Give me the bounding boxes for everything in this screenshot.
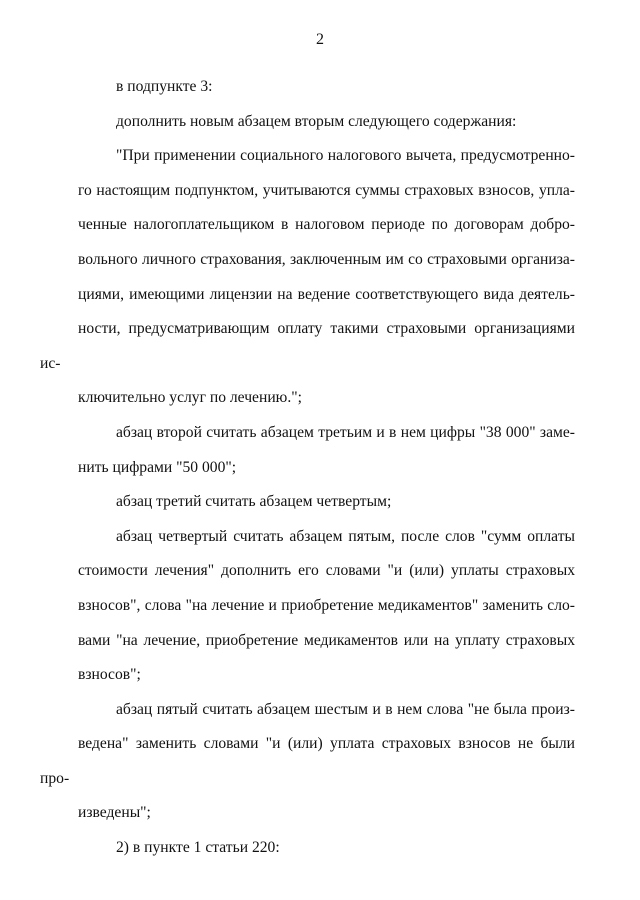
- text-line: го настоящим подпунктом, учитываются суммы страховых взносов, упла-: [78, 181, 575, 199]
- text-line: 2) в пункте 1 статьи 220:: [116, 839, 280, 857]
- paragraph-subclause-3: [78, 70, 575, 105]
- text-line: нить цифрами "50 000";: [78, 458, 237, 476]
- text-line: в подпункте 3:: [116, 78, 213, 95]
- text-line: циями, имеющими лицензии на ведение соответствующего вида деятель-: [78, 285, 575, 303]
- text-line: стоимости лечения" дополнить его словами "и (или) уплаты страховых: [78, 562, 575, 580]
- text-line: вами "на лечение, приобретение медикаментов или на уплату страховых: [78, 631, 575, 649]
- paragraph-second-to-third: [78, 416, 575, 485]
- text-line: взносов";: [78, 666, 141, 684]
- text-line: взносов", слова "на лечение и приобретение медикаментов" заменить сло-: [78, 596, 575, 614]
- text-line: ключительно услуг по лечению.";: [78, 389, 302, 407]
- paragraph-fifth-to-sixth: [40, 693, 575, 831]
- paragraph-quoted-insertion: [40, 139, 575, 416]
- page-number: 2: [316, 31, 324, 48]
- text-line: абзац третий считать абзацем четвертым;: [116, 493, 392, 511]
- text-line: "При применении социального налогового вычета, предусмотренно-: [116, 147, 575, 165]
- text-line: вольного личного страхования, заключенным им со страховыми организа-: [78, 250, 575, 268]
- paragraph-fourth-to-fifth: [78, 520, 575, 693]
- text-line: ченные налогоплательщиком в налоговом периоде по договорам добро-: [78, 216, 575, 234]
- document-body: [40, 70, 575, 866]
- text-line: изведены";: [78, 804, 151, 822]
- text-line: ведена" заменить словами "и (или) уплата страховых взносов не были про-: [40, 735, 575, 787]
- paragraph-add-second-abzac: [78, 105, 575, 140]
- text-line: ности, предусматривающим оплату такими страховыми организациями ис-: [40, 320, 575, 372]
- text-line: абзац второй считать абзацем третьим и в нем цифры "38 000" заме-: [116, 423, 575, 441]
- paragraph-third-to-fourth: [78, 485, 575, 520]
- text-line: дополнить новым абзацем вторым следующего содержания:: [116, 112, 517, 130]
- paragraph-article-220: [78, 831, 575, 866]
- text-line: абзац четвертый считать абзацем пятым, после слов "сумм оплаты: [116, 527, 575, 545]
- text-line: абзац пятый считать абзацем шестым и в нем слова "не была произ-: [116, 700, 575, 718]
